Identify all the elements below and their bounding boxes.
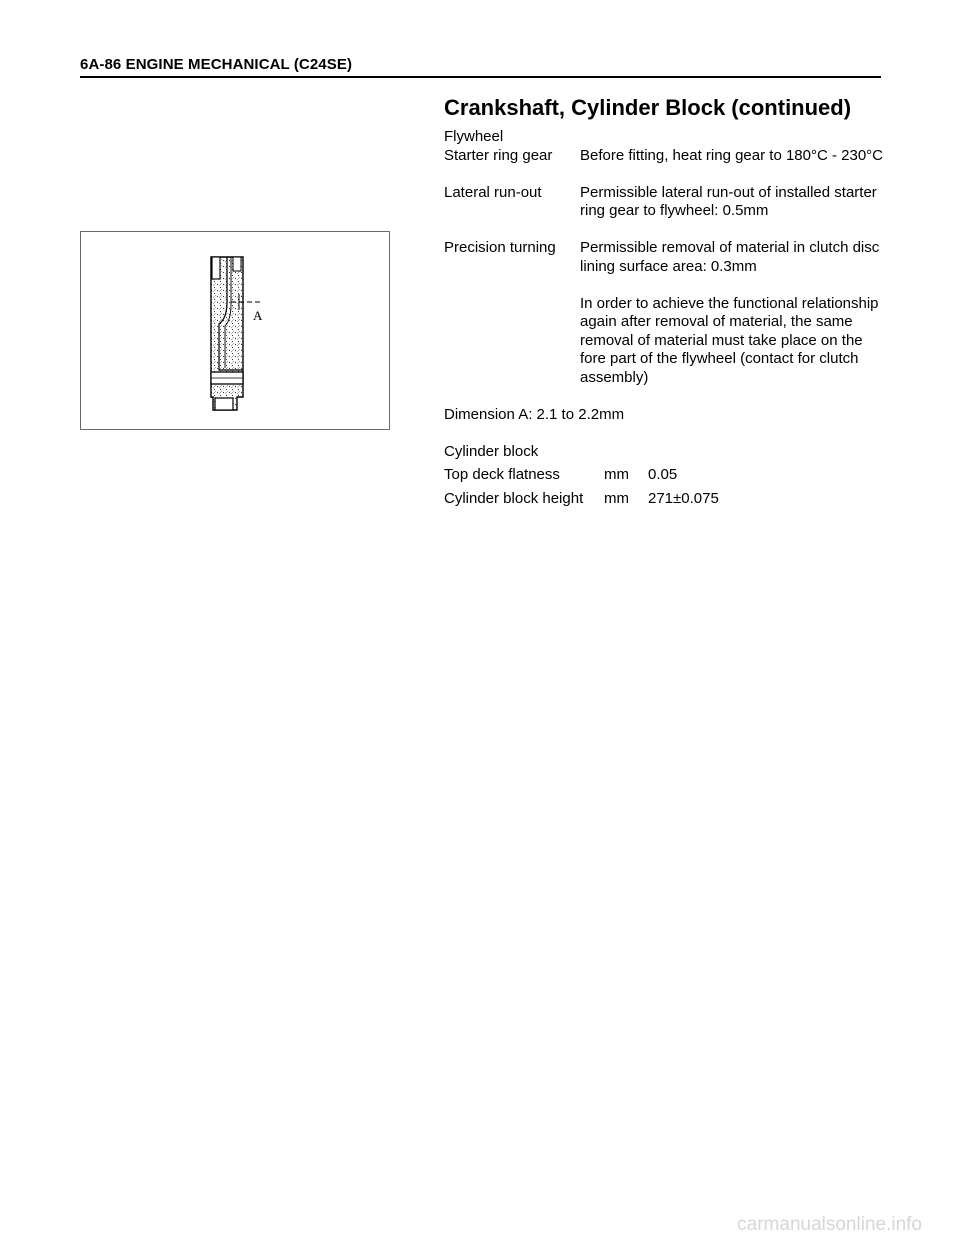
section-title: Crankshaft, Cylinder Block (continued) — [444, 95, 852, 120]
table-row — [444, 487, 719, 511]
spec-unit: mm — [604, 490, 629, 507]
spec-unit: mm — [604, 466, 629, 483]
lateral-run-out-spec — [444, 184, 889, 221]
dimension-a-callout: A — [253, 308, 263, 323]
table-row — [444, 463, 719, 487]
spec-text: Permissible lateral run-out of installed starter ring gear to flywheel: 0.5mm — [580, 183, 877, 219]
spec-value: 271±0.075 — [648, 490, 719, 507]
precision-turning-note — [444, 295, 889, 388]
flywheel-cross-section-figure — [80, 231, 390, 430]
watermark: carmanualsonline.info — [737, 1214, 922, 1235]
dimension-a-spec: Dimension A: 2.1 to 2.2mm — [444, 405, 625, 423]
page-header: 6A-86 ENGINE MECHANICAL (C24SE) — [80, 56, 353, 73]
spec-item: Top deck flatness — [444, 466, 560, 483]
spec-label: Lateral run-out — [444, 183, 542, 201]
spec-label: Precision turning — [444, 239, 556, 256]
spec-label: Starter ring gear — [444, 146, 553, 164]
spec-value: 0.05 — [648, 466, 678, 483]
starter-ring-gear-spec — [444, 147, 889, 166]
flywheel-section-drawing — [81, 232, 391, 431]
spec-content — [444, 92, 889, 511]
spec-item: Cylinder block height — [444, 490, 584, 507]
spec-text: Permissible removal of material in clutch disc lining surface area: 0.3mm — [580, 239, 880, 275]
header-rule — [80, 76, 881, 78]
cylinder-block-table — [444, 463, 719, 511]
cylinder-block-heading: Cylinder block — [444, 442, 539, 460]
spec-text: Before fitting, heat ring gear to 180°C - 230°C — [580, 146, 884, 164]
flywheel-heading: Flywheel — [444, 128, 504, 145]
precision-turning-spec — [444, 239, 889, 276]
spec-note: In order to achieve the functional relationship again after removal of material, the same removal of material must take place on the fore part of the flywheel (contact for clutch assembly) — [580, 294, 879, 386]
